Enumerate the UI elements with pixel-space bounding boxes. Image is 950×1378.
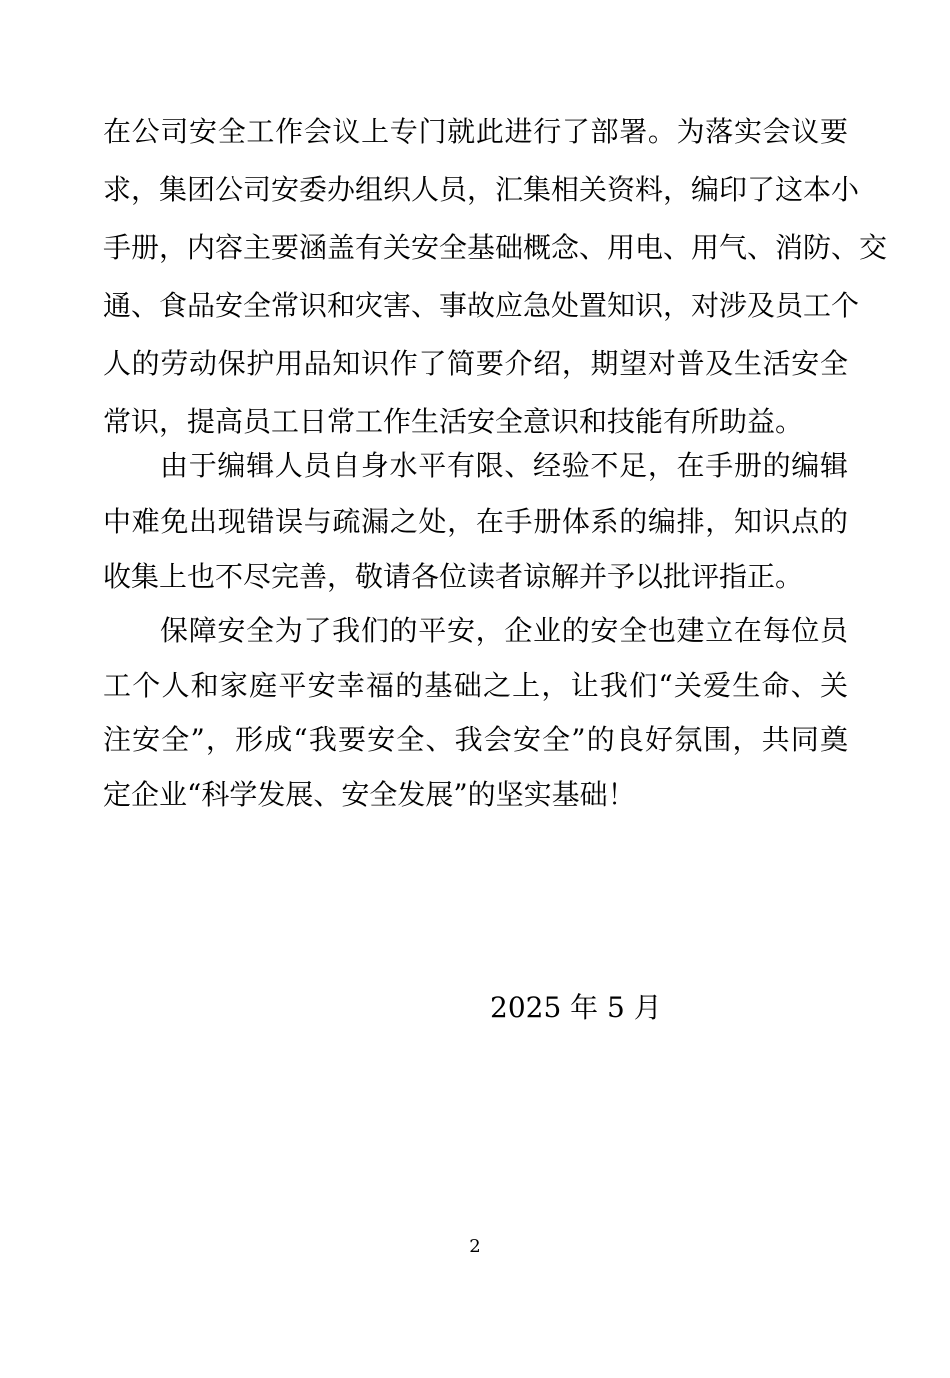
paragraph-line: 常识，提高员工日常工作生活安全意识和技能有所助益。 (103, 405, 804, 438)
paragraph-line: 求，集团公司安委办组织人员，汇集相关资料，编印了这本小 (103, 173, 860, 206)
paragraph-line: 注安全”，形成“我要安全、我会安全”的良好氛围，共同奠 (103, 723, 848, 756)
paragraph-line: 保障安全为了我们的平安，企业的安全也建立在每位员 (160, 614, 848, 647)
paragraph-line: 中难免出现错误与疏漏之处，在手册体系的编排，知识点的 (103, 505, 848, 538)
paragraph-line: 工个人和家庭平安幸福的基础之上，让我们“关爱生命、关 (103, 669, 848, 702)
paragraph-line: 手册，内容主要涵盖有关安全基础概念、用电、用气、消防、交 (103, 231, 888, 264)
paragraph-line: 通、食品安全常识和灾害、事故应急处置知识，对涉及员工个 (103, 289, 860, 322)
date-line: 2025 年 5 月 (490, 991, 662, 1024)
paragraph-line: 人的劳动保护用品知识作了简要介绍，期望对普及生活安全 (103, 347, 848, 380)
page-number: 2 (469, 1236, 481, 1257)
paragraph-line: 定企业“科学发展、安全发展”的坚实基础！ (103, 778, 636, 811)
paragraph-line: 在公司安全工作会议上专门就此进行了部署。为落实会议要 (103, 115, 848, 148)
paragraph-line: 收集上也不尽完善，敬请各位读者谅解并予以批评指正。 (103, 560, 804, 593)
paragraph-line: 由于编辑人员自身水平有限、经验不足，在手册的编辑 (160, 449, 848, 482)
